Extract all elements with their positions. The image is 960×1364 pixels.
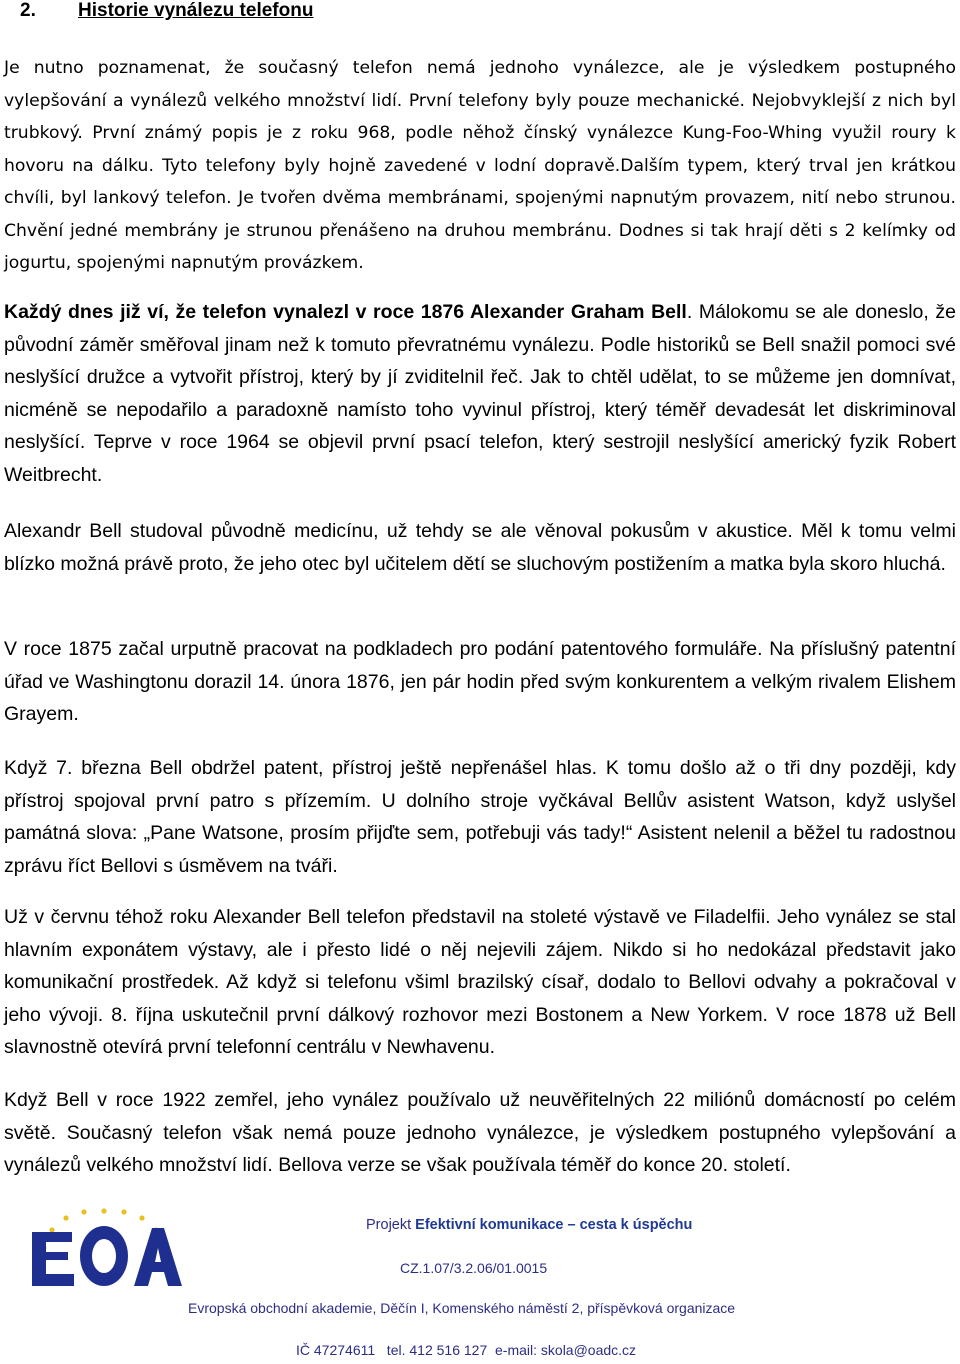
registration-number: CZ.1.07/3.2.06/01.0015 <box>400 1260 548 1276</box>
page-footer <box>0 1200 960 1364</box>
project-line <box>366 1216 692 1234</box>
bold-statement: Každý dnes již ví, že telefon vynalezl v roce 1876 Alexander Graham Bell <box>4 301 687 323</box>
section-title: Historie vynálezu telefonu <box>78 0 314 21</box>
paragraph-bell-invention-text: . Málokomu se ale doneslo, že původní záměr směřoval jinam než k tomuto převratnému vynálezu. Podle historiků se Bell snažil pomoci své neslyšící družce a vytvořit přístroj, který by jí zviditelnil řeč. Jak to chtěl udělat, to se můžeme jen domnívat, nicméně se nepodařilo a paradoxně namísto toho vyvinul přístroj, který téměř devadesát let diskriminoval neslyšící. Teprve v roce 1964 se objevil první psací telefon, který sestrojil neslyšící americký fyzik Robert Weitbrecht. <box>4 301 956 486</box>
section-heading <box>20 0 313 22</box>
paragraph-first-call: Když 7. března Bell obdržel patent, přístroj ještě nepřenášel hlas. K tomu došlo až o tři dny později, kdy přístroj spojoval první patro s přízemím. U dolního stroje vyčkával Bellův asistent Watson, když uslyšel památná slova: „Pane Watsone, prosím přijďte sem, potřebuji vás tady!“ Asistent nelenil a běžel tu radostnou zprávu říct Bellovi s úsměvem na tváři. <box>4 757 956 877</box>
paragraph-bell-invention <box>4 296 956 492</box>
school-name: Evropská obchodní akademie, Děčín I, Komenského náměstí 2, příspěvková organizace <box>188 1300 736 1316</box>
paragraph-patent: V roce 1875 začal urputně pracovat na podkladech pro podání patentového formuláře. Na příslušný patentní úřad ve Washingtonu dorazil 14. února 1876, jen pár hodin před svým konkurentem a velkým rivalem Elishem Grayem. <box>4 638 956 726</box>
paragraph-exhibition: Už v červnu téhož roku Alexander Bell telefon představil na stoleté výstavě ve Filadelfii. Jeho vynález se stal hlavním exponátem výstavy, ale i přesto lidé o něj nejevili zájem. Nikdo si ho nedokázal představit jako komunikační prostředek. Až když si telefonu všiml brazilský císař, dodalo to Bellovi odvahy a pokračoval v jeho vývoji. 8. října uskutečnil první dálkový rozhovor mezi Bostonem a New Yorkem. V roce 1878 už Bell slavnostně otevírá první telefonní centrálu v Newhavenu. <box>4 906 956 1059</box>
eoa-logo-icon <box>24 1208 184 1294</box>
contact-info: IČ 47274611 tel. 412 516 127 e-mail: skola@oadc.cz <box>296 1342 637 1358</box>
section-number: 2. <box>20 0 36 21</box>
paragraph-bell-studies: Alexandr Bell studoval původně medicínu, už tehdy se ale věnoval pokusům v akustice. Měl k tomu velmi blízko možná právě proto, že jeho otec byl učitelem dětí se sluchovým postižením a matka byla skoro hluchá. <box>4 520 956 575</box>
paragraph-early-telephones: Je nutno poznamenat, že současný telefon nemá jednoho vynálezce, ale je výsledkem postupného vylepšování a vynálezů velkého množství lidí. První telefony byly pouze mechanické. Nejobvyklejší z nich byl trubkový. První známý popis je z roku 968, podle něhož čínský vynálezce Kung-Foo-Whing využil roury k hovoru na dálku. Tyto telefony byly hojně zavedené v lodní dopravě.Dalším typem, který trval jen krátkou chvíli, byl lankový telefon. Je tvořen dvěma membránami, spojenými napnutým provazem, nití nebo strunou. Chvění jedné membrány je strunou přenášeno na druhou membránu. Dodnes si tak hrají děti s 2 kelímky od jogurtu, spojenými napnutým provázkem. <box>4 58 956 273</box>
paragraph-legacy: Když Bell v roce 1922 zemřel, jeho vynález používalo už neuvěřitelných 22 miliónů domácností po celém světě. Současný telefon však nemá pouze jednoho vynálezce, je výsledkem postupného vylepšování a vynálezů velkého množství lidí. Bellova verze se však používala téměř do konce 20. století. <box>4 1089 956 1177</box>
project-name: Efektivní komunikace – cesta k úspěchu <box>415 1217 693 1233</box>
project-prefix: Projekt <box>366 1217 416 1233</box>
